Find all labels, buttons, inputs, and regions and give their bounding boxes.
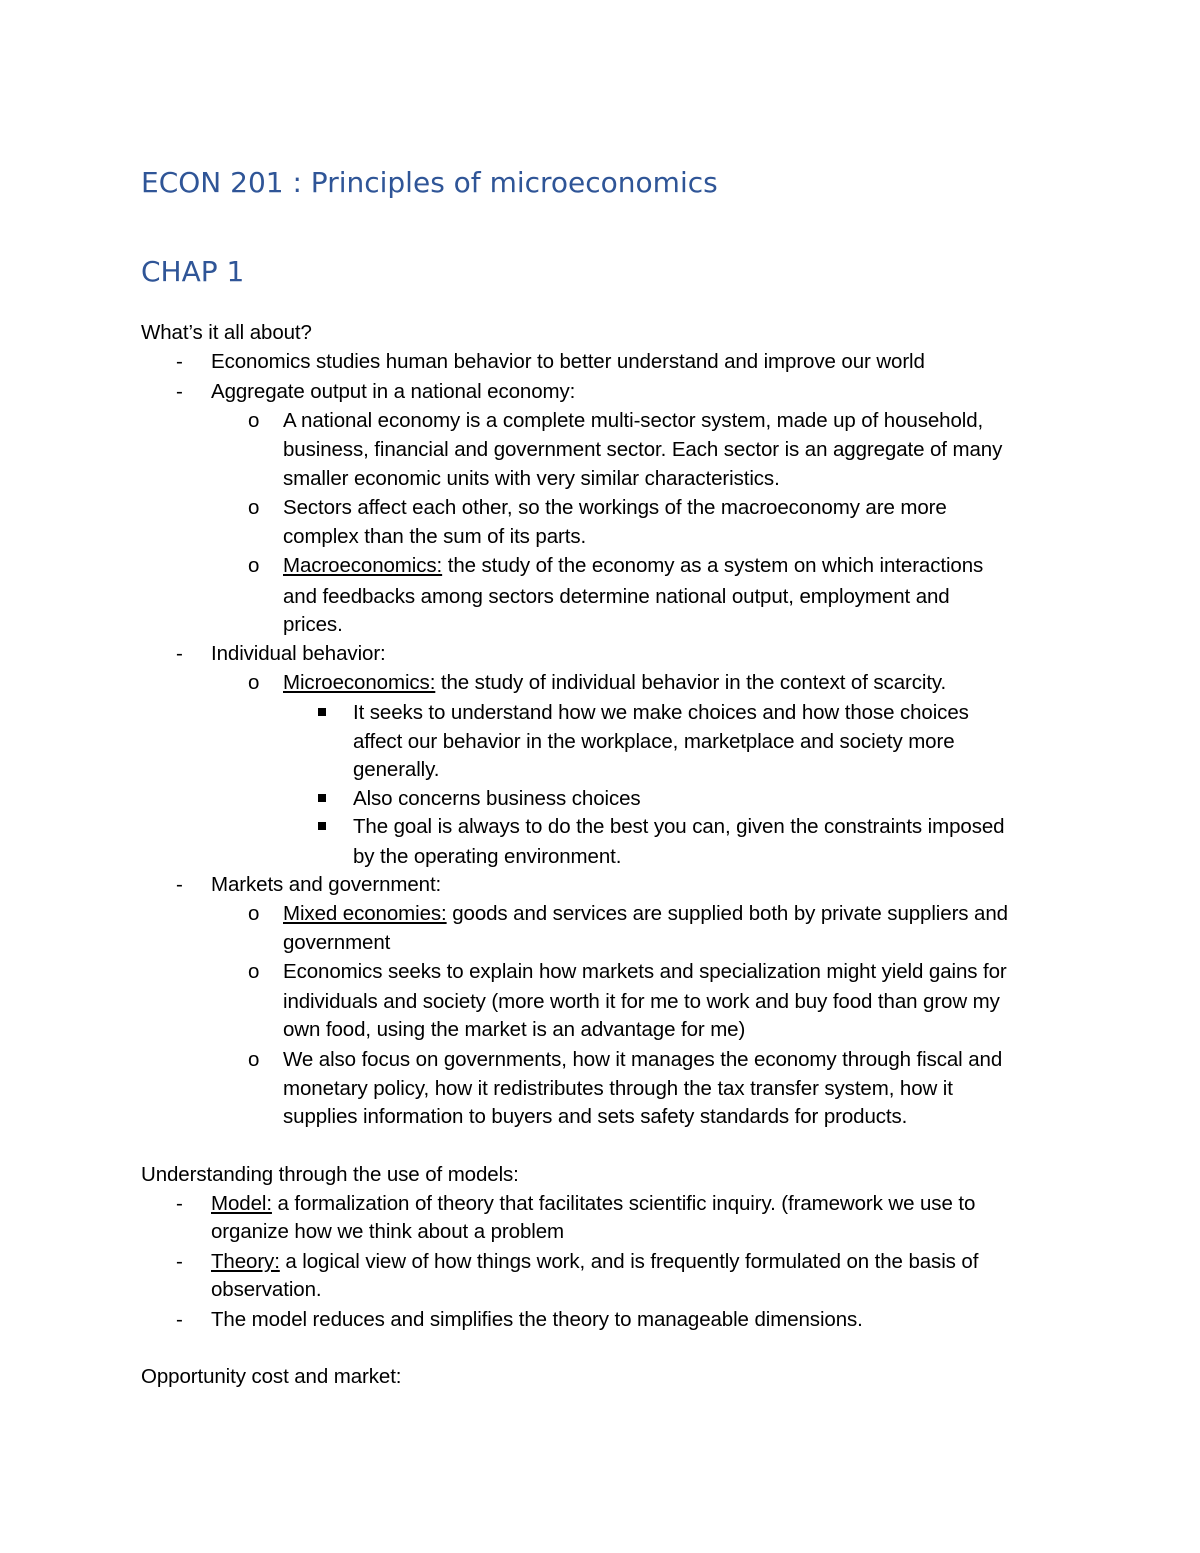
circle-bullet: o — [248, 1048, 260, 1071]
list-item-text: Individual behavior: — [211, 642, 386, 665]
list-item-text: by the operating environment. — [353, 845, 622, 868]
circle-bullet: o — [248, 496, 260, 519]
defined-term: Microeconomics: — [283, 671, 436, 694]
list-item-text: Aggregate output in a national economy: — [211, 380, 576, 403]
list-item-text: The model reduces and simplifies the theory to manageable dimensions. — [211, 1308, 863, 1331]
list-item-text: affect our behavior in the workplace, marketplace and society more — [353, 730, 955, 753]
list-item-text: monetary policy, how it redistributes through the tax transfer system, how it — [283, 1077, 953, 1100]
definition-text: goods and services are supplied both by private suppliers and — [446, 902, 1008, 925]
definition-text: a logical view of how things work, and is frequently formulated on the basis of — [279, 1250, 979, 1273]
circle-bullet: o — [248, 671, 260, 694]
circle-bullet: o — [248, 902, 260, 925]
defined-term: Theory: — [211, 1250, 280, 1273]
list-item-text: smaller economic units with very similar characteristics. — [283, 467, 780, 490]
list-item-text: organize how we think about a problem — [211, 1220, 564, 1243]
list-item-text: own food, using the market is an advantage for me) — [283, 1018, 746, 1041]
definition-text: the study of individual behavior in the context of scarcity. — [435, 671, 947, 694]
list-item-text: The goal is always to do the best you can, given the constraints imposed — [353, 815, 1005, 838]
list-item-text: observation. — [211, 1278, 322, 1301]
list-item-text: business, financial and government sector. Each sector is an aggregate of many — [283, 438, 1003, 461]
list-item-text — [211, 1189, 975, 1218]
dash-bullet: - — [176, 642, 183, 665]
list-item-text: A national economy is a complete multi-sector system, made up of household, — [283, 409, 984, 432]
square-bullet-icon — [318, 794, 326, 802]
dash-bullet: - — [176, 873, 183, 896]
list-item-text: Markets and government: — [211, 873, 442, 896]
list-item-text — [211, 1247, 978, 1276]
list-item-text — [283, 899, 1008, 928]
dash-bullet: - — [176, 1192, 183, 1215]
circle-bullet: o — [248, 409, 260, 432]
definition-text: a formalization of theory that facilitates scientific inquiry. (framework we use to — [271, 1192, 976, 1215]
circle-bullet: o — [248, 554, 260, 577]
square-bullet-icon — [318, 822, 326, 830]
list-item-text: Economics seeks to explain how markets and specialization might yield gains for — [283, 960, 1007, 983]
defined-term: Mixed economies: — [283, 902, 447, 925]
list-item-text: complex than the sum of its parts. — [283, 525, 587, 548]
defined-term: Model: — [211, 1192, 272, 1215]
list-item-text: prices. — [283, 613, 343, 636]
section-heading: Understanding through the use of models: — [141, 1163, 519, 1186]
definition-text: the study of the economy as a system on which interactions — [442, 554, 984, 577]
list-item-text: It seeks to understand how we make choices and how those choices — [353, 701, 969, 724]
list-item-text: individuals and society (more worth it for me to work and buy food than grow my — [283, 990, 1000, 1013]
list-item-text: Also concerns business choices — [353, 787, 641, 810]
list-item-text: Sectors affect each other, so the workings of the macroeconomy are more — [283, 496, 947, 519]
dash-bullet: - — [176, 380, 183, 403]
list-item-text: supplies information to buyers and sets safety standards for products. — [283, 1105, 908, 1128]
section-heading: Opportunity cost and market: — [141, 1365, 402, 1388]
chapter-heading: CHAP 1 — [141, 255, 245, 288]
list-item-text — [283, 668, 946, 697]
circle-bullet: o — [248, 960, 260, 983]
list-item-text: generally. — [353, 758, 440, 781]
list-item-text: government — [283, 931, 391, 954]
list-item-text: and feedbacks among sectors determine national output, employment and — [283, 585, 950, 608]
dash-bullet: - — [176, 350, 183, 373]
defined-term: Macroeconomics: — [283, 554, 443, 577]
section-heading: What’s it all about? — [141, 321, 312, 344]
list-item-text: Economics studies human behavior to better understand and improve our world — [211, 350, 925, 373]
document-title: ECON 201 : Principles of microeconomics — [141, 166, 718, 199]
dash-bullet: - — [176, 1250, 183, 1273]
list-item-text — [283, 551, 983, 580]
dash-bullet: - — [176, 1308, 183, 1331]
square-bullet-icon — [318, 708, 326, 716]
list-item-text: We also focus on governments, how it manages the economy through fiscal and — [283, 1048, 1003, 1071]
